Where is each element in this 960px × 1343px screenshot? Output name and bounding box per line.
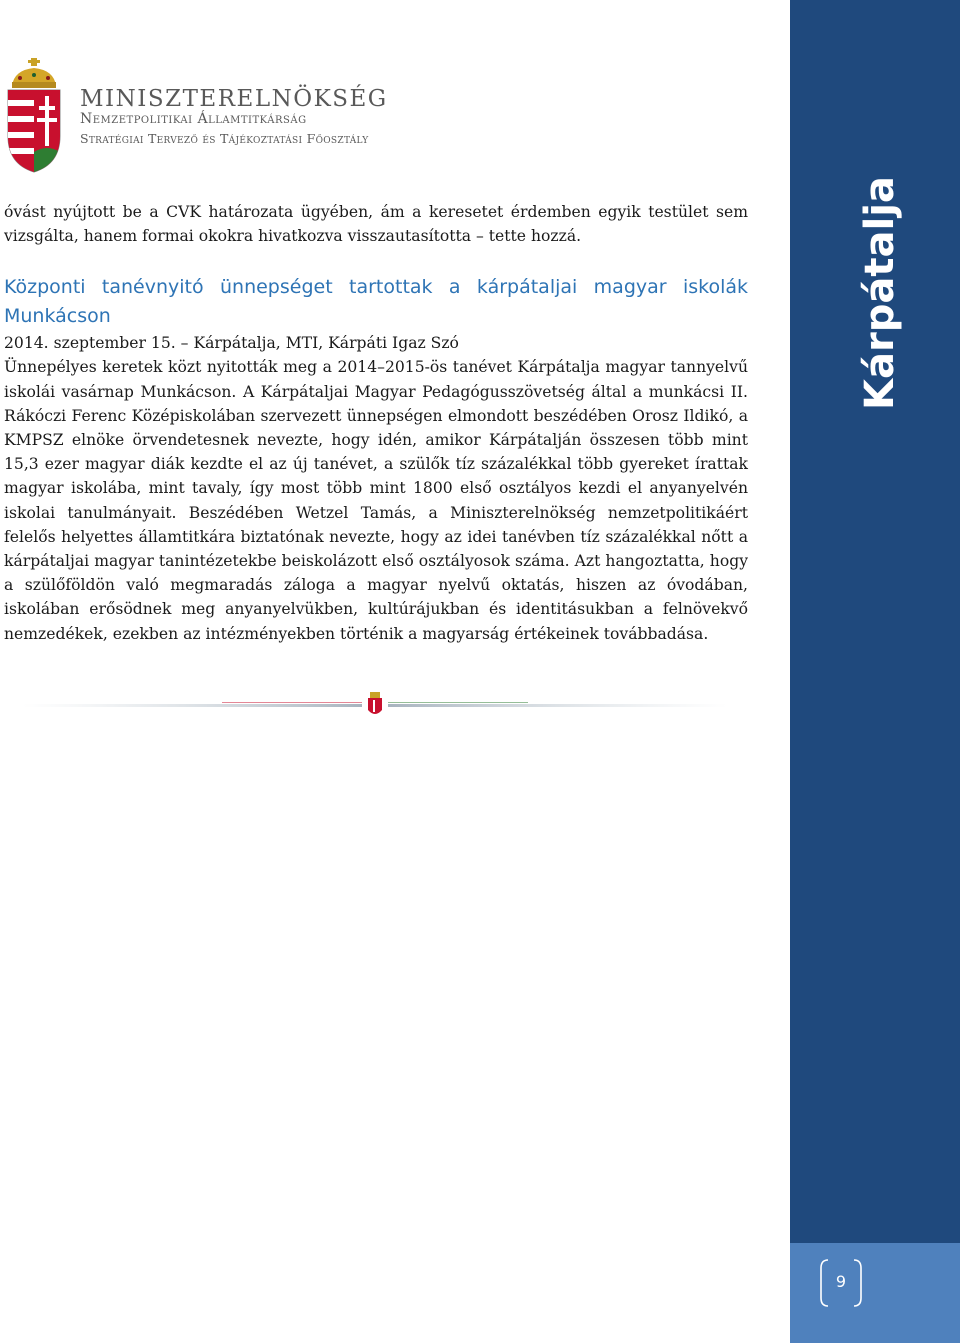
section-divider [22, 690, 728, 720]
coat-of-arms-logo [4, 56, 66, 176]
org-subtitle-1: Nemzetpolitikai Államtitkárság [80, 111, 307, 127]
page-number-box [818, 1258, 864, 1308]
coat-of-arms-icon [4, 56, 66, 176]
divider-ornament-icon [22, 690, 728, 720]
org-subtitle-2: Stratégiai Tervező és Tájékoztatási Főosztály [80, 131, 369, 146]
article-headline: Központi tanévnyitó ünnepséget tartottak a kárpátaljai magyar iskolák Munkácson [4, 276, 748, 328]
article-meta: 2014. szeptember 15. – Kárpátalja, MTI, Kárpáti Igaz Szó [4, 334, 459, 353]
intro-paragraph: óvást nyújtott be a CVK határozata ügyében, ám a keresetet érdemben egyik testület sem vizsgálta, hanem formai okokra hivatkozva visszautasította – tette hozzá. [4, 203, 748, 246]
article-content [4, 200, 748, 646]
article-body: Ünnepélyes keretek közt nyitották meg a 2014–2015-ös tanévet Kárpátalja magyar tannyelvű iskolái vasárnap Munkácson. A Kárpátaljai Magyar Pedagógusszövetség által a munkácsi II. Rákóczi Ferenc Középiskolában szervezett ünnepségen elmondott beszédében Orosz Ildikó, a KMPSZ elnöke örvendetesnek nevezte, hogy idén, amikor Kárpátalján összesen több mint 15,3 ezer magyar diák kezdte el az új tanévet, a szülők tíz százalékkal több gyereket írattak magyar iskolába, mint tavaly, így most több mint 1800 első osztályos kezdi el anyanyelvén iskolai tanulmányait. Beszédében Wetzel Tamás, a Miniszterelnökség nemzetpolitikáért felelős helyettes államtitkára biztatónak nevezte, hogy az idei tanévben tíz százalékkal nőtt a kárpátaljai magyar tanintézetekbe beiskolázott első osztályosok száma. Azt hangoztatta, hogy a szülőföldön való megmaradás záloga a magyar nyelvű oktatás, hiszen az óvodában, iskolában erősödnek meg anyanyelvükben, kultúrájukban és identitásukban a felnövekvő nemzedékek, ezekben az intézményekben történik a magyarság értékeinek továbbadása. [4, 358, 748, 643]
section-title: Kárpátalja [857, 176, 903, 410]
org-name: MINISZTERELNÖKSÉG [80, 86, 388, 112]
side-band-footer [790, 1243, 960, 1343]
page-number: 9 [835, 1272, 847, 1291]
